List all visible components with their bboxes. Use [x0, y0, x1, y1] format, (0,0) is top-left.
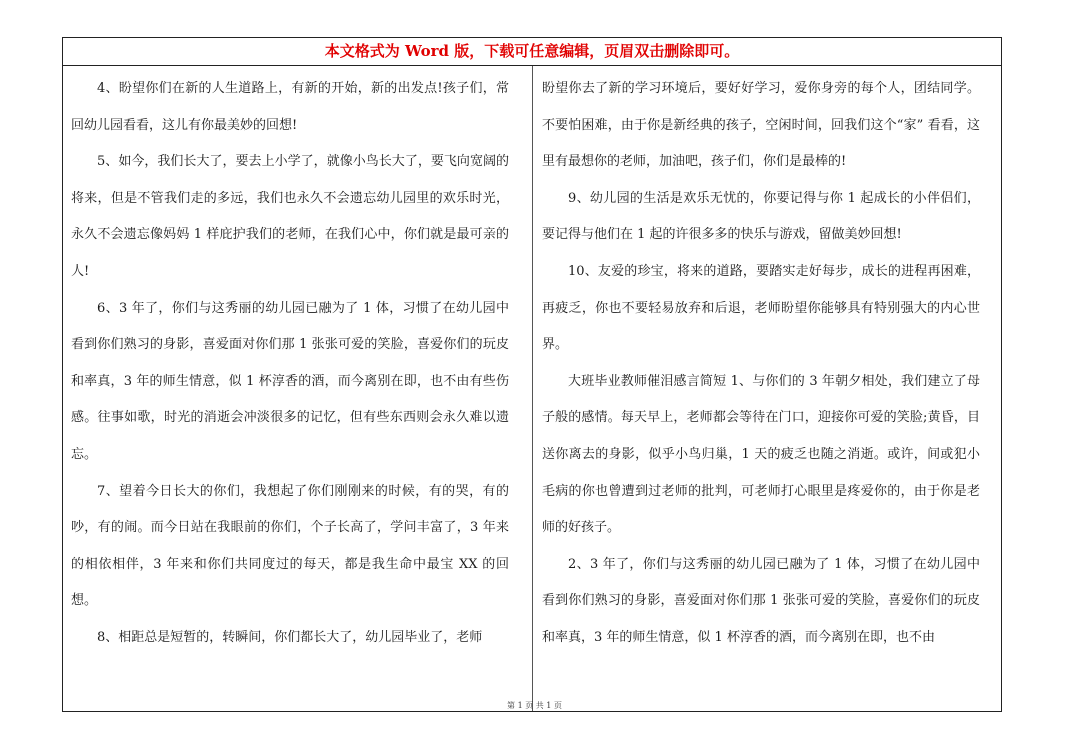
paragraph: 8、相距总是短暂的，转瞬间，你们都长大了，幼儿园毕业了，老师 [97, 629, 483, 645]
paragraph: 4、盼望你们在新的人生道路上，有新的开始，新的出发点!孩子们，常回幼儿园看看，这儿有你最美妙的回想! [71, 81, 509, 133]
paragraph: 9、幼儿园的生活是欢乐无忧的，你要记得与你 1 起成长的小伴侣们，要记得与他们在 1 起的许很多多的快乐与游戏，留做美妙回想! [542, 190, 980, 243]
document-frame [62, 37, 1002, 712]
paragraph: 7、望着今日长大的你们，我想起了你们刚刚来的时候，有的哭，有的吵，有的闹。而今日站在我眼前的你们，个子长高了，学问丰富了，3 年来的相依相伴，3 年来和你们共同度过的每天，都是我生命中最宝 XX 的回想。 [71, 483, 509, 609]
paragraph: 5、如今，我们长大了，要去上小学了，就像小鸟长大了，要飞向宽阔的将来，但是不管我们走的多远，我们也永久不会遗忘幼儿园里的欢乐时光，永久不会遗忘像妈妈 1 样庇护我们的老师，在我们心中，你们就是最可亲的人! [71, 154, 509, 279]
left-column [71, 71, 509, 657]
right-column [542, 71, 980, 657]
paragraph: 2、3 年了，你们与这秀丽的幼儿园已融为了 1 体，习惯了在幼儿园中看到你们熟习的身影，喜爱面对你们那 1 张张可爱的笑脸，喜爱你们的玩皮和率真，3 年的师生情意，似 1 杯淳香的酒，而今离别在即，也不由 [542, 556, 980, 645]
paragraph: 大班毕业教师催泪感言简短 1、与你们的 3 年朝夕相处，我们建立了母子般的感情。每天早上，老师都会等待在门口，迎接你可爱的笑脸;黄昏，目送你离去的身影，似乎小鸟归巢，1 天的疲乏也随之消逝。或许，间或犯小毛病的你也曾遭到过老师的批判，可老师打心眼里是疼爱你的，由于你是老师的好孩子。 [542, 373, 980, 536]
column-divider [532, 66, 533, 711]
paragraph: 6、3 年了，你们与这秀丽的幼儿园已融为了 1 体，习惯了在幼儿园中看到你们熟习的身影，喜爱面对你们那 1 张张可爱的笑脸，喜爱你们的玩皮和率真，3 年的师生情意，似 1 杯淳香的酒，而今离别在即，也不由有些伤感。往事如歌，时光的消逝会冲淡很多的记忆，但有些东西则会永久难以遗忘。 [71, 300, 509, 462]
page-footer: 第 1 页 共 1 页 [507, 701, 562, 710]
paragraph: 10、友爱的珍宝，将来的道路，要踏实走好每步，成长的进程再困难，再疲乏，你也不要轻易放弃和后退，老师盼望你能够具有特别强大的内心世界。 [542, 263, 980, 353]
paragraph-continuation: 盼望你去了新的学习环境后，要好好学习，爱你身旁的每个人，团结同学。不要怕困难，由于你是新经典的孩子，空闲时间，回我们这个“家” 看看，这里有最想你的老师，加油吧，孩子们，你们是最棒的! [542, 81, 980, 170]
header-notice: 本文格式为 Word 版，下载可任意编辑，页眉双击删除即可。 [63, 38, 1001, 66]
